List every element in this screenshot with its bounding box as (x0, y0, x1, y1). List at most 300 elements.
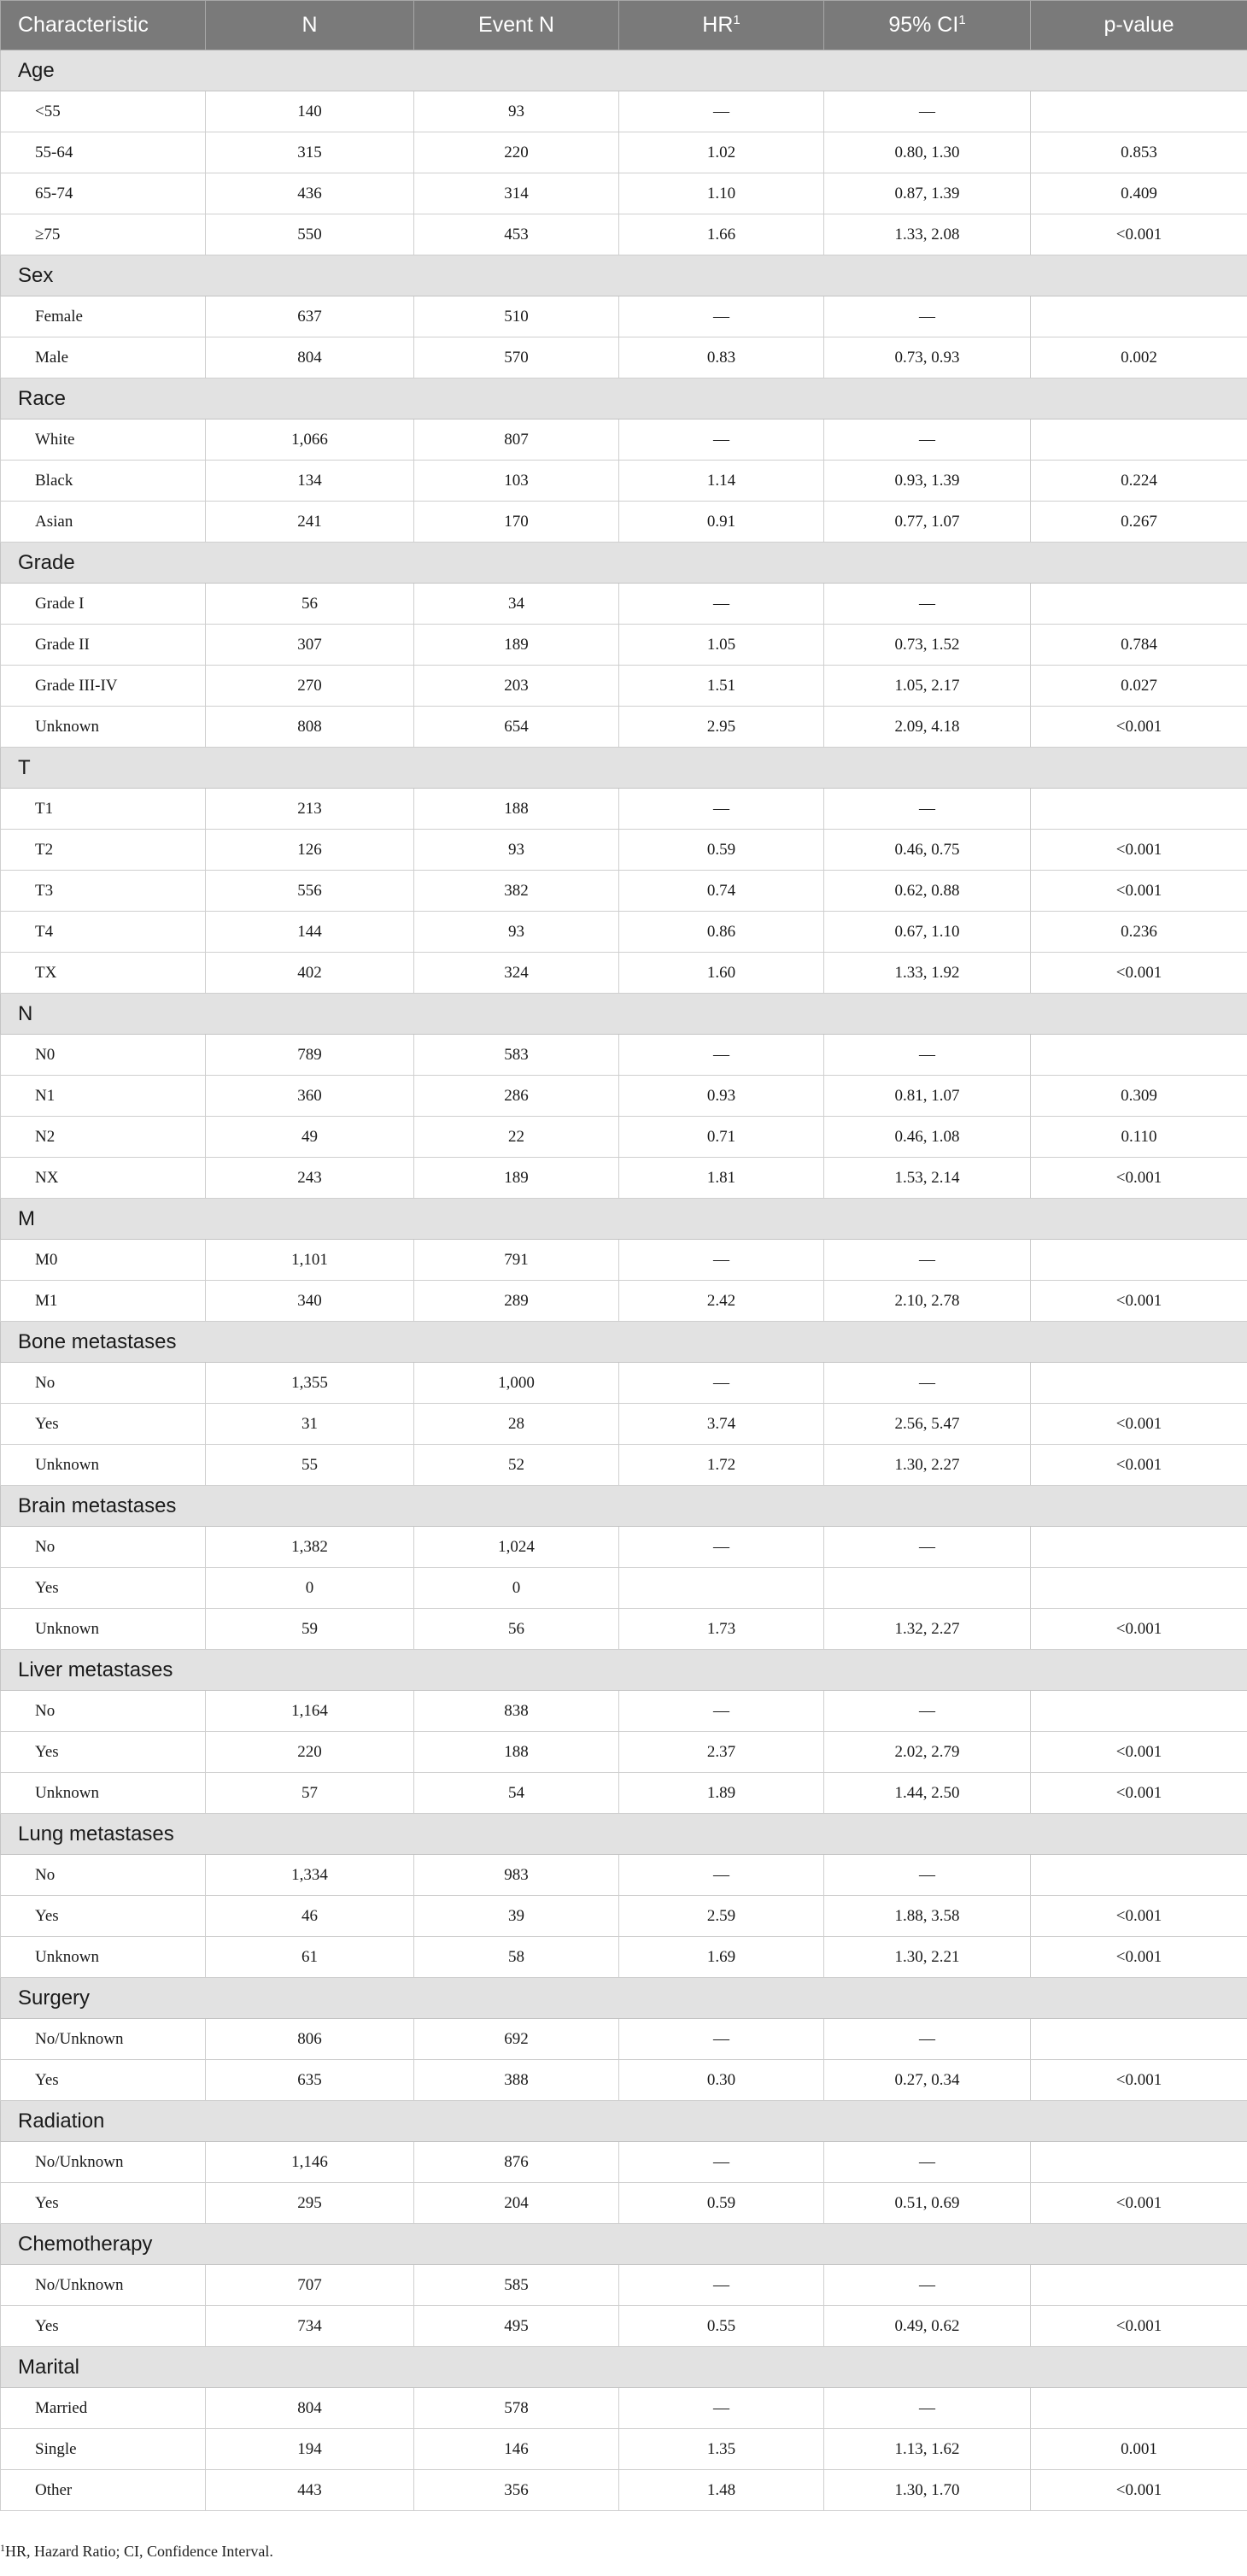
header-p-value-label: p-value (1104, 13, 1174, 37)
p-value-cell: <0.001 (1031, 1609, 1247, 1650)
n-cell: 1,066 (206, 420, 414, 461)
hr-cell: — (619, 296, 824, 337)
row-label: Yes (1, 2183, 206, 2224)
hr-cell: 0.59 (619, 2183, 824, 2224)
p-value-cell: <0.001 (1031, 707, 1247, 748)
n-cell: 59 (206, 1609, 414, 1650)
ci-cell: 1.13, 1.62 (824, 2429, 1031, 2470)
hr-cell: 1.66 (619, 214, 824, 255)
group-row (1, 543, 1247, 584)
p-value-cell (1031, 1691, 1247, 1732)
row-label: Unknown (1, 1445, 206, 1486)
group-row (1, 1814, 1247, 1855)
n-cell: 220 (206, 1732, 414, 1773)
row-label: N1 (1, 1076, 206, 1117)
hr-cell: 0.93 (619, 1076, 824, 1117)
group-label: Brain metastases (1, 1486, 1247, 1527)
p-value-cell (1031, 1568, 1247, 1609)
hr-cell: — (619, 1035, 824, 1076)
n-cell: 295 (206, 2183, 414, 2224)
hr-cell: 1.05 (619, 625, 824, 666)
p-value-cell (1031, 1363, 1247, 1404)
hr-cell: 1.35 (619, 2429, 824, 2470)
n-cell: 1,334 (206, 1855, 414, 1896)
ci-cell: — (824, 2019, 1031, 2060)
header-characteristic (1, 1, 206, 50)
row-label: Other (1, 2470, 206, 2511)
event-n-cell: 570 (414, 337, 619, 378)
event-n-cell: 93 (414, 91, 619, 132)
table-row (1, 2183, 1247, 2224)
ci-cell: — (824, 1035, 1031, 1076)
event-n-cell: 1,000 (414, 1363, 619, 1404)
event-n-cell: 203 (414, 666, 619, 707)
event-n-cell: 388 (414, 2060, 619, 2101)
ci-cell: 1.05, 2.17 (824, 666, 1031, 707)
row-label: Black (1, 461, 206, 502)
hr-cell (619, 1568, 824, 1609)
p-value-cell (1031, 1035, 1247, 1076)
row-label: T1 (1, 789, 206, 830)
hr-cell: 2.37 (619, 1732, 824, 1773)
table-row (1, 584, 1247, 625)
ci-cell: 1.53, 2.14 (824, 1158, 1031, 1199)
row-label: Yes (1, 1404, 206, 1445)
table-row (1, 1732, 1247, 1773)
event-n-cell: 0 (414, 1568, 619, 1609)
p-value-cell: 0.309 (1031, 1076, 1247, 1117)
ci-cell: 1.30, 2.27 (824, 1445, 1031, 1486)
table-row (1, 296, 1247, 337)
table-row (1, 2306, 1247, 2347)
table-row (1, 2265, 1247, 2306)
table-body (1, 50, 1247, 2511)
row-label: Yes (1, 1896, 206, 1937)
row-label: Asian (1, 502, 206, 543)
p-value-cell: <0.001 (1031, 1937, 1247, 1978)
ci-cell: 1.88, 3.58 (824, 1896, 1031, 1937)
n-cell: 31 (206, 1404, 414, 1445)
event-n-cell: 807 (414, 420, 619, 461)
header-ci (824, 1, 1031, 50)
hr-cell: — (619, 1527, 824, 1568)
ci-cell: 0.93, 1.39 (824, 461, 1031, 502)
n-cell: 635 (206, 2060, 414, 2101)
event-n-cell: 583 (414, 1035, 619, 1076)
group-row (1, 2347, 1247, 2388)
row-label: Yes (1, 2306, 206, 2347)
table-row (1, 1855, 1247, 1896)
hr-cell: — (619, 1240, 824, 1281)
ci-cell: — (824, 296, 1031, 337)
ci-cell: — (824, 1363, 1031, 1404)
header-n-label: N (302, 13, 318, 37)
event-n-cell: 54 (414, 1773, 619, 1814)
ci-cell: 2.10, 2.78 (824, 1281, 1031, 1322)
header-row (1, 1, 1247, 50)
table-row (1, 502, 1247, 543)
row-label: Married (1, 2388, 206, 2429)
header-ci-label: 95% CI (888, 13, 959, 37)
row-label: Yes (1, 1732, 206, 1773)
n-cell: 243 (206, 1158, 414, 1199)
event-n-cell: 188 (414, 1732, 619, 1773)
group-row (1, 1650, 1247, 1691)
row-label: No/Unknown (1, 2142, 206, 2183)
event-n-cell: 39 (414, 1896, 619, 1937)
event-n-cell: 34 (414, 584, 619, 625)
event-n-cell: 510 (414, 296, 619, 337)
ci-cell: 0.46, 1.08 (824, 1117, 1031, 1158)
table-row (1, 132, 1247, 173)
row-label: Unknown (1, 707, 206, 748)
row-label: No (1, 1691, 206, 1732)
event-n-cell: 324 (414, 953, 619, 994)
row-label: NX (1, 1158, 206, 1199)
table-row (1, 1896, 1247, 1937)
group-row (1, 1322, 1247, 1363)
group-label: T (1, 748, 1247, 789)
ci-cell: 0.87, 1.39 (824, 173, 1031, 214)
ci-cell: 0.67, 1.10 (824, 912, 1031, 953)
p-value-cell (1031, 584, 1247, 625)
n-cell: 315 (206, 132, 414, 173)
row-label: Unknown (1, 1937, 206, 1978)
table-row (1, 625, 1247, 666)
event-n-cell: 93 (414, 912, 619, 953)
p-value-cell: <0.001 (1031, 1773, 1247, 1814)
header-characteristic-label: Characteristic (18, 13, 149, 37)
event-n-cell: 1,024 (414, 1527, 619, 1568)
event-n-cell: 52 (414, 1445, 619, 1486)
row-label: TX (1, 953, 206, 994)
n-cell: 55 (206, 1445, 414, 1486)
group-label: Liver metastases (1, 1650, 1247, 1691)
p-value-cell (1031, 789, 1247, 830)
group-row (1, 994, 1247, 1035)
p-value-cell: <0.001 (1031, 1896, 1247, 1937)
hr-cell: 2.95 (619, 707, 824, 748)
table-row (1, 91, 1247, 132)
p-value-cell (1031, 1240, 1247, 1281)
row-label: No (1, 1363, 206, 1404)
ci-cell: 2.56, 5.47 (824, 1404, 1031, 1445)
event-n-cell: 654 (414, 707, 619, 748)
group-label: M (1, 1199, 1247, 1240)
n-cell: 0 (206, 1568, 414, 1609)
n-cell: 1,146 (206, 2142, 414, 2183)
table-row (1, 789, 1247, 830)
table-header (1, 1, 1247, 50)
header-hr-label: HR (702, 13, 734, 37)
group-label: Chemotherapy (1, 2224, 1247, 2265)
p-value-cell: 0.409 (1031, 173, 1247, 214)
p-value-cell (1031, 2388, 1247, 2429)
n-cell: 734 (206, 2306, 414, 2347)
hr-cell: — (619, 420, 824, 461)
group-row (1, 748, 1247, 789)
event-n-cell: 585 (414, 2265, 619, 2306)
hr-cell: 1.81 (619, 1158, 824, 1199)
event-n-cell: 170 (414, 502, 619, 543)
ci-cell: 0.49, 0.62 (824, 2306, 1031, 2347)
hr-cell: 1.02 (619, 132, 824, 173)
table-footnote (0, 2543, 1247, 2561)
event-n-cell: 314 (414, 173, 619, 214)
ci-cell: 0.80, 1.30 (824, 132, 1031, 173)
hr-cell: — (619, 789, 824, 830)
table-row (1, 1404, 1247, 1445)
header-ci-footnote-marker: 1 (958, 13, 966, 27)
hr-cell: — (619, 2265, 824, 2306)
row-label: No/Unknown (1, 2265, 206, 2306)
hr-cell: 0.71 (619, 1117, 824, 1158)
n-cell: 57 (206, 1773, 414, 1814)
ci-cell (824, 1568, 1031, 1609)
row-label: N2 (1, 1117, 206, 1158)
row-label: Unknown (1, 1609, 206, 1650)
event-n-cell: 146 (414, 2429, 619, 2470)
n-cell: 556 (206, 871, 414, 912)
event-n-cell: 356 (414, 2470, 619, 2511)
ci-cell: 0.51, 0.69 (824, 2183, 1031, 2224)
ci-cell: 1.33, 1.92 (824, 953, 1031, 994)
event-n-cell: 204 (414, 2183, 619, 2224)
hr-cell: 0.59 (619, 830, 824, 871)
p-value-cell: 0.110 (1031, 1117, 1247, 1158)
table-row (1, 1035, 1247, 1076)
n-cell: 550 (206, 214, 414, 255)
hr-cell: — (619, 91, 824, 132)
n-cell: 307 (206, 625, 414, 666)
n-cell: 637 (206, 296, 414, 337)
table-row (1, 2060, 1247, 2101)
p-value-cell: 0.853 (1031, 132, 1247, 173)
ci-cell: 2.02, 2.79 (824, 1732, 1031, 1773)
event-n-cell: 876 (414, 2142, 619, 2183)
hr-cell: 3.74 (619, 1404, 824, 1445)
group-label: Grade (1, 543, 1247, 584)
table-row (1, 1117, 1247, 1158)
table-row (1, 1076, 1247, 1117)
hr-cell: — (619, 1363, 824, 1404)
header-hr (619, 1, 824, 50)
table-row (1, 1363, 1247, 1404)
n-cell: 140 (206, 91, 414, 132)
hr-cell: — (619, 584, 824, 625)
n-cell: 436 (206, 173, 414, 214)
group-label: Bone metastases (1, 1322, 1247, 1363)
ci-cell: — (824, 2142, 1031, 2183)
p-value-cell: 0.224 (1031, 461, 1247, 502)
group-row (1, 378, 1247, 420)
event-n-cell: 495 (414, 2306, 619, 2347)
ci-cell: — (824, 1240, 1031, 1281)
p-value-cell: <0.001 (1031, 214, 1247, 255)
n-cell: 1,164 (206, 1691, 414, 1732)
n-cell: 61 (206, 1937, 414, 1978)
ci-cell: 1.30, 2.21 (824, 1937, 1031, 1978)
row-label: M0 (1, 1240, 206, 1281)
row-label: Grade I (1, 584, 206, 625)
ci-cell: — (824, 2388, 1031, 2429)
header-hr-footnote-marker: 1 (733, 13, 741, 27)
p-value-cell: <0.001 (1031, 871, 1247, 912)
group-label: Radiation (1, 2101, 1247, 2142)
table-row (1, 1691, 1247, 1732)
n-cell: 213 (206, 789, 414, 830)
ci-cell: — (824, 91, 1031, 132)
n-cell: 789 (206, 1035, 414, 1076)
n-cell: 340 (206, 1281, 414, 1322)
group-label: Marital (1, 2347, 1247, 2388)
table-row (1, 1568, 1247, 1609)
ci-cell: — (824, 584, 1031, 625)
p-value-cell: <0.001 (1031, 2306, 1247, 2347)
row-label: ≥75 (1, 214, 206, 255)
row-label: T4 (1, 912, 206, 953)
event-n-cell: 453 (414, 214, 619, 255)
table-row (1, 337, 1247, 378)
p-value-cell (1031, 296, 1247, 337)
p-value-cell: 0.784 (1031, 625, 1247, 666)
p-value-cell: <0.001 (1031, 2470, 1247, 2511)
n-cell: 144 (206, 912, 414, 953)
table-row (1, 912, 1247, 953)
hr-cell: 0.91 (619, 502, 824, 543)
ci-cell: — (824, 420, 1031, 461)
p-value-cell: <0.001 (1031, 1158, 1247, 1199)
event-n-cell: 22 (414, 1117, 619, 1158)
row-label: T3 (1, 871, 206, 912)
p-value-cell (1031, 2265, 1247, 2306)
event-n-cell: 189 (414, 625, 619, 666)
event-n-cell: 220 (414, 132, 619, 173)
ci-cell: — (824, 1855, 1031, 1896)
table-row (1, 666, 1247, 707)
hr-cell: 1.73 (619, 1609, 824, 1650)
event-n-cell: 93 (414, 830, 619, 871)
p-value-cell: 0.002 (1031, 337, 1247, 378)
table-row (1, 1527, 1247, 1568)
p-value-cell (1031, 2142, 1247, 2183)
row-label: Yes (1, 1568, 206, 1609)
n-cell: 402 (206, 953, 414, 994)
n-cell: 241 (206, 502, 414, 543)
hr-cell: — (619, 2019, 824, 2060)
footnote-text: HR, Hazard Ratio; CI, Confidence Interval. (5, 2543, 273, 2560)
event-n-cell: 692 (414, 2019, 619, 2060)
table-row (1, 2142, 1247, 2183)
event-n-cell: 56 (414, 1609, 619, 1650)
p-value-cell: <0.001 (1031, 953, 1247, 994)
p-value-cell: <0.001 (1031, 2183, 1247, 2224)
table-row (1, 2429, 1247, 2470)
row-label: 65-74 (1, 173, 206, 214)
n-cell: 49 (206, 1117, 414, 1158)
p-value-cell: <0.001 (1031, 830, 1247, 871)
hr-cell: — (619, 2388, 824, 2429)
hr-cell: 0.74 (619, 871, 824, 912)
event-n-cell: 58 (414, 1937, 619, 1978)
p-value-cell (1031, 1527, 1247, 1568)
row-label: Female (1, 296, 206, 337)
n-cell: 808 (206, 707, 414, 748)
n-cell: 134 (206, 461, 414, 502)
event-n-cell: 838 (414, 1691, 619, 1732)
table-row (1, 2019, 1247, 2060)
ci-cell: 1.32, 2.27 (824, 1609, 1031, 1650)
table-row (1, 461, 1247, 502)
row-label: No (1, 1855, 206, 1896)
p-value-cell: 0.027 (1031, 666, 1247, 707)
table-row (1, 1281, 1247, 1322)
p-value-cell: 0.001 (1031, 2429, 1247, 2470)
event-n-cell: 578 (414, 2388, 619, 2429)
group-label: Lung metastases (1, 1814, 1247, 1855)
ci-cell: 1.33, 2.08 (824, 214, 1031, 255)
p-value-cell: 0.267 (1031, 502, 1247, 543)
hr-cell: 1.14 (619, 461, 824, 502)
hr-cell: 1.48 (619, 2470, 824, 2511)
ci-cell: 0.62, 0.88 (824, 871, 1031, 912)
hr-cell: — (619, 1855, 824, 1896)
table-row (1, 871, 1247, 912)
group-row (1, 1486, 1247, 1527)
hr-cell: 0.86 (619, 912, 824, 953)
row-label: N0 (1, 1035, 206, 1076)
table-row (1, 420, 1247, 461)
p-value-cell: <0.001 (1031, 1445, 1247, 1486)
hr-cell: 0.30 (619, 2060, 824, 2101)
group-label: N (1, 994, 1247, 1035)
group-row (1, 1199, 1247, 1240)
row-label: Yes (1, 2060, 206, 2101)
header-event-n (414, 1, 619, 50)
event-n-cell: 382 (414, 871, 619, 912)
ci-cell: 0.77, 1.07 (824, 502, 1031, 543)
table-row (1, 1240, 1247, 1281)
n-cell: 126 (206, 830, 414, 871)
row-label: Single (1, 2429, 206, 2470)
group-label: Age (1, 50, 1247, 91)
table-row (1, 1445, 1247, 1486)
table-row (1, 707, 1247, 748)
group-row (1, 2224, 1247, 2265)
row-label: M1 (1, 1281, 206, 1322)
header-n (206, 1, 414, 50)
ci-cell: 0.46, 0.75 (824, 830, 1031, 871)
p-value-cell (1031, 91, 1247, 132)
n-cell: 1,382 (206, 1527, 414, 1568)
table-row (1, 1937, 1247, 1978)
row-label: Grade III-IV (1, 666, 206, 707)
n-cell: 443 (206, 2470, 414, 2511)
row-label: <55 (1, 91, 206, 132)
p-value-cell: <0.001 (1031, 1404, 1247, 1445)
ci-cell: 2.09, 4.18 (824, 707, 1031, 748)
hr-cell: 0.83 (619, 337, 824, 378)
group-row (1, 1978, 1247, 2019)
table-row (1, 2470, 1247, 2511)
ci-cell: — (824, 1527, 1031, 1568)
n-cell: 1,101 (206, 1240, 414, 1281)
p-value-cell (1031, 420, 1247, 461)
header-event-n-label: Event N (478, 13, 554, 37)
group-label: Surgery (1, 1978, 1247, 2019)
event-n-cell: 188 (414, 789, 619, 830)
row-label: 55-64 (1, 132, 206, 173)
